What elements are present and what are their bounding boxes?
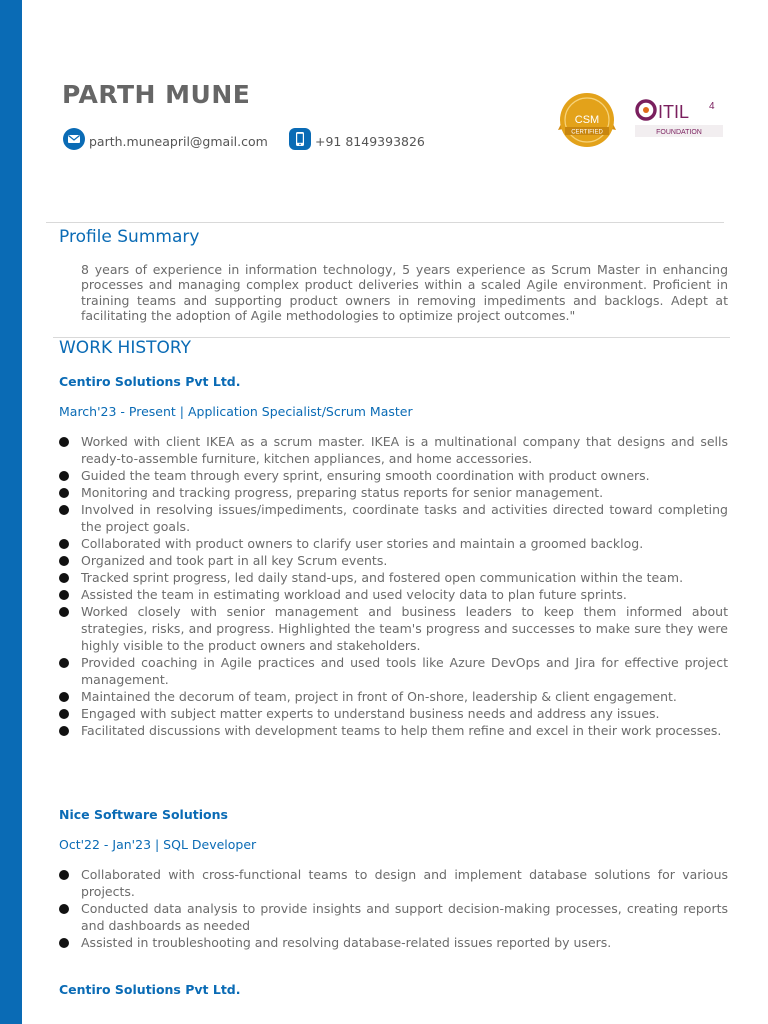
mobile-phone-icon <box>289 128 311 150</box>
job-responsibilities-list <box>57 866 728 951</box>
bullet-icon <box>59 692 69 702</box>
header-divider <box>46 222 724 223</box>
job-responsibilities-list <box>57 433 728 739</box>
bullet-icon <box>59 539 69 549</box>
bullet-icon <box>59 437 69 447</box>
email-contact <box>63 128 268 150</box>
csm-certified-badge <box>556 92 618 148</box>
phone-contact <box>289 128 425 150</box>
envelope-icon <box>63 128 85 150</box>
itil4-foundation-logo <box>633 95 725 139</box>
list-item: Collaborated with cross-functional teams to design and implement database solutions for various projects. <box>57 866 728 900</box>
company-name: Centiro Solutions Pvt Ltd. <box>59 374 241 389</box>
bullet-icon <box>59 870 69 880</box>
svg-text:ITIL: ITIL <box>658 102 690 122</box>
list-item: Provided coaching in Agile practices and used tools like Azure DevOps and Jira for effective project management. <box>57 654 728 688</box>
list-item: Organized and took part in all key Scrum events. <box>57 552 728 569</box>
svg-text:CSM: CSM <box>574 114 600 126</box>
bullet-icon <box>59 505 69 515</box>
bullet-icon <box>59 658 69 668</box>
bullet-icon <box>59 471 69 481</box>
company-name: Nice Software Solutions <box>59 807 228 822</box>
phone-number: +91 8149393826 <box>315 134 425 149</box>
bullet-icon <box>59 573 69 583</box>
list-item: Worked closely with senior management and business leaders to keep them informed about strategies, risks, and progress. Highlighted the team's progress and successes to make sure they were highly visible to the product owners and stakeholders. <box>57 603 728 654</box>
list-item: Collaborated with product owners to clarify user stories and maintain a groomed backlog. <box>57 535 728 552</box>
job-role-dates: March'23 - Present | Application Specialist/Scrum Master <box>59 404 413 419</box>
email-address[interactable]: parth.muneapril@gmail.com <box>89 134 268 149</box>
bullet-icon <box>59 904 69 914</box>
company-name: Centiro Solutions Pvt Ltd. <box>59 982 241 997</box>
svg-text:CERTIFIED: CERTIFIED <box>571 129 603 136</box>
list-item: Assisted in troubleshooting and resolving database-related issues reported by users. <box>57 934 728 951</box>
bullet-icon <box>59 938 69 948</box>
list-item: Tracked sprint progress, led daily stand-ups, and fostered open communication within the team. <box>57 569 728 586</box>
bullet-icon <box>59 590 69 600</box>
list-item: Monitoring and tracking progress, preparing status reports for senior management. <box>57 484 728 501</box>
svg-text:FOUNDATION: FOUNDATION <box>656 129 702 136</box>
bullet-icon <box>59 709 69 719</box>
list-item: Facilitated discussions with development teams to help them refine and excel in their work processes. <box>57 722 728 739</box>
job-role-dates: Oct'22 - Jan'23 | SQL Developer <box>59 837 257 852</box>
list-item: Engaged with subject matter experts to understand business needs and address any issues. <box>57 705 728 722</box>
list-item: Guided the team through every sprint, ensuring smooth coordination with product owners. <box>57 467 728 484</box>
list-item: Maintained the decorum of team, project in front of On-shore, leadership & client engagement. <box>57 688 728 705</box>
work-history-heading: WORK HISTORY <box>59 338 192 358</box>
profile-summary-heading: Profile Summary <box>59 227 200 247</box>
candidate-name: PARTH MUNE <box>62 80 251 109</box>
bullet-icon <box>59 726 69 736</box>
profile-summary-text: 8 years of experience in information technology, 5 years experience as Scrum Master in enhancing processes and managing complex product deliveries within a scaled Agile environment. Proficient in training teams and supporting product owners in removing impediments and backlogs. Adept at facilitating the adoption of Agile methodologies to optimize project outcomes." <box>81 262 728 323</box>
list-item: Conducted data analysis to provide insights and support decision-making processes, creating reports and dashboards as needed <box>57 900 728 934</box>
list-item: Involved in resolving issues/impediments, coordinate tasks and activities directed toward completing the project goals. <box>57 501 728 535</box>
list-item: Assisted the team in estimating workload and used velocity data to plan future sprints. <box>57 586 728 603</box>
bullet-icon <box>59 607 69 617</box>
bullet-icon <box>59 488 69 498</box>
svg-text:4: 4 <box>709 101 715 112</box>
bullet-icon <box>59 556 69 566</box>
left-accent-bar <box>0 0 22 1024</box>
list-item: Worked with client IKEA as a scrum master. IKEA is a multinational company that designs and sells ready-to-assemble furniture, kitchen appliances, and home accessories. <box>57 433 728 467</box>
